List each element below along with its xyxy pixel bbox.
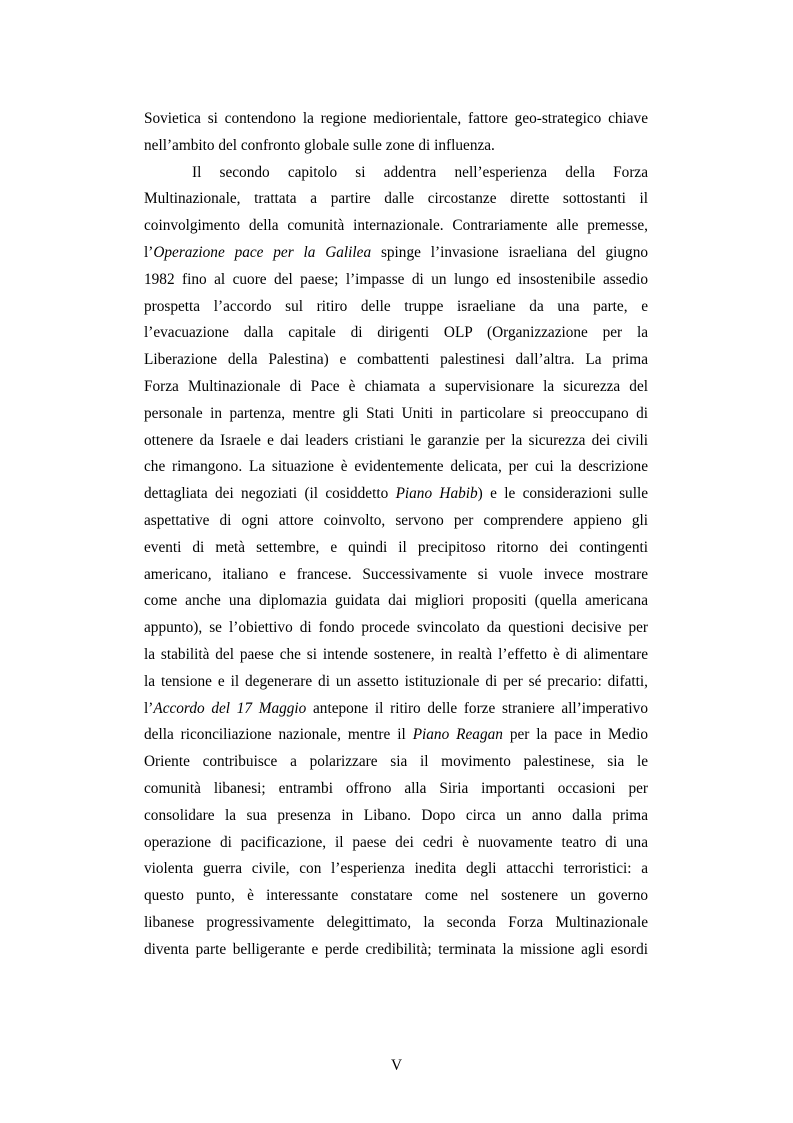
line-text: personale in partenza, mentre gli Stati Uniti in particolare si preoccupano di xyxy=(144,404,648,422)
text-line xyxy=(144,454,648,481)
italic-title: Piano Reagan xyxy=(412,726,503,744)
paragraph-2 xyxy=(144,160,648,964)
text-line xyxy=(144,160,648,187)
text-line xyxy=(144,669,648,696)
text-line xyxy=(144,106,648,133)
text-line xyxy=(144,776,648,803)
text-line xyxy=(144,508,648,535)
text-line xyxy=(144,722,648,749)
line-text: Il secondo capitolo si addentra nell’esperienza della Forza xyxy=(192,163,648,181)
line-content xyxy=(144,485,648,502)
text-line xyxy=(144,562,648,589)
text-line xyxy=(144,883,648,910)
line-text: operazione di pacificazione, il paese dei cedri è nuovamente teatro di una xyxy=(144,833,648,851)
italic-title: Accordo del 17 Maggio xyxy=(153,699,307,717)
paragraph-1 xyxy=(144,106,648,160)
line-text: l’ xyxy=(144,243,154,261)
text-line xyxy=(144,481,648,508)
text-line xyxy=(144,133,648,160)
line-text: l’evacuazione dalla capitale di dirigenti OLP (Organizzazione per la xyxy=(144,324,648,342)
line-text: antepone il ritiro delle forze straniere all’imperativo xyxy=(306,699,648,717)
text-line xyxy=(144,749,648,776)
line-text: l’ xyxy=(144,699,154,717)
line-text: spinge l’invasione israeliana del giugno xyxy=(371,243,648,261)
line-text: per la pace in Medio xyxy=(502,726,648,744)
line-text: comunità libanesi; entrambi offrono alla Siria importanti occasioni per xyxy=(144,779,648,797)
line-text: violenta guerra civile, con l’esperienza inedita degli attacchi terroristici: a xyxy=(144,860,648,878)
line-text: aspettative di ogni attore coinvolto, servono per comprendere appieno gli xyxy=(144,511,648,529)
line-text: ) e le considerazioni sulle xyxy=(477,485,648,503)
line-text: Multinazionale, trattata a partire dalle circostanze dirette sottostanti il xyxy=(144,190,648,208)
line-text: diventa parte belligerante e perde credibilità; terminata la missione agli esordi xyxy=(144,940,648,958)
line-content xyxy=(144,244,648,261)
line-text: coinvolgimento della comunità internazionale. Contrariamente alle premesse, xyxy=(144,217,648,235)
text-line xyxy=(144,615,648,642)
line-text: ottenere da Israele e dai leaders cristiani le garanzie per la sicurezza dei civili xyxy=(144,431,648,449)
line-text: Forza Multinazionale di Pace è chiamata a supervisionare la sicurezza del xyxy=(144,377,648,395)
line-text: la tensione e il degenerare di un assetto istituzionale di per sé precario: difatti, xyxy=(144,672,648,690)
text-line xyxy=(144,803,648,830)
text-line xyxy=(144,347,648,374)
text-line xyxy=(144,910,648,937)
line-text: appunto), se l’obiettivo di fondo procede svincolato da questioni decisive per xyxy=(144,619,648,637)
line-text: eventi di metà settembre, e quindi il precipitoso ritorno dei contingenti xyxy=(144,538,648,556)
line-text: 1982 fino al cuore del paese; l’impasse di un lungo ed insostenibile assedio xyxy=(144,270,648,288)
line-text: consolidare la sua presenza in Libano. Dopo circa un anno dalla prima xyxy=(144,806,648,824)
line-text: Liberazione della Palestina) e combattenti palestinesi dall’altra. La prima xyxy=(144,351,648,369)
line-text: americano, italiano e francese. Successivamente si vuole invece mostrare xyxy=(144,565,648,583)
line-text: la stabilità del paese che si intende sostenere, in realtà l’effetto è di alimentare xyxy=(144,645,648,663)
line-text: libanese progressivamente delegittimato, la seconda Forza Multinazionale xyxy=(144,913,648,931)
text-line xyxy=(144,696,648,723)
text-line xyxy=(144,428,648,455)
line-text: che rimangono. La situazione è evidentemente delicata, per cui la descrizione xyxy=(144,458,648,476)
text-line xyxy=(144,186,648,213)
line-text: prospetta l’accordo sul ritiro delle truppe israeliane da una parte, e xyxy=(144,297,648,315)
line-text: della riconciliazione nazionale, mentre il xyxy=(144,726,413,744)
italic-title: Operazione pace per la Galilea xyxy=(153,243,372,261)
text-line xyxy=(144,240,648,267)
line-text: come anche una diplomazia guidata dai migliori propositi (quella americana xyxy=(144,592,648,610)
text-line xyxy=(144,588,648,615)
text-line xyxy=(144,401,648,428)
text-line xyxy=(144,856,648,883)
text-line xyxy=(144,374,648,401)
text-line xyxy=(144,830,648,857)
line-text: Oriente contribuisce a polarizzare sia il movimento palestinese, sia le xyxy=(144,753,648,771)
text-line xyxy=(144,213,648,240)
line-text: nell’ambito del confronto globale sulle zone di influenza. xyxy=(144,136,495,154)
line-content xyxy=(144,700,648,717)
text-line xyxy=(144,267,648,294)
body-text xyxy=(144,106,648,964)
text-line xyxy=(144,320,648,347)
line-text: Sovietica si contendono la regione mediorientale, fattore geo-strategico chiave xyxy=(144,110,648,127)
line-content xyxy=(144,726,648,743)
page-number: V xyxy=(390,1057,403,1074)
text-line xyxy=(144,294,648,321)
text-line xyxy=(144,535,648,562)
line-text: dettagliata dei negoziati (il cosiddetto xyxy=(144,485,396,503)
line-text: questo punto, è interessante constatare come nel sostenere un governo xyxy=(144,887,648,905)
text-line xyxy=(144,937,648,964)
text-line xyxy=(144,642,648,669)
italic-title: Piano Habib xyxy=(395,485,478,503)
